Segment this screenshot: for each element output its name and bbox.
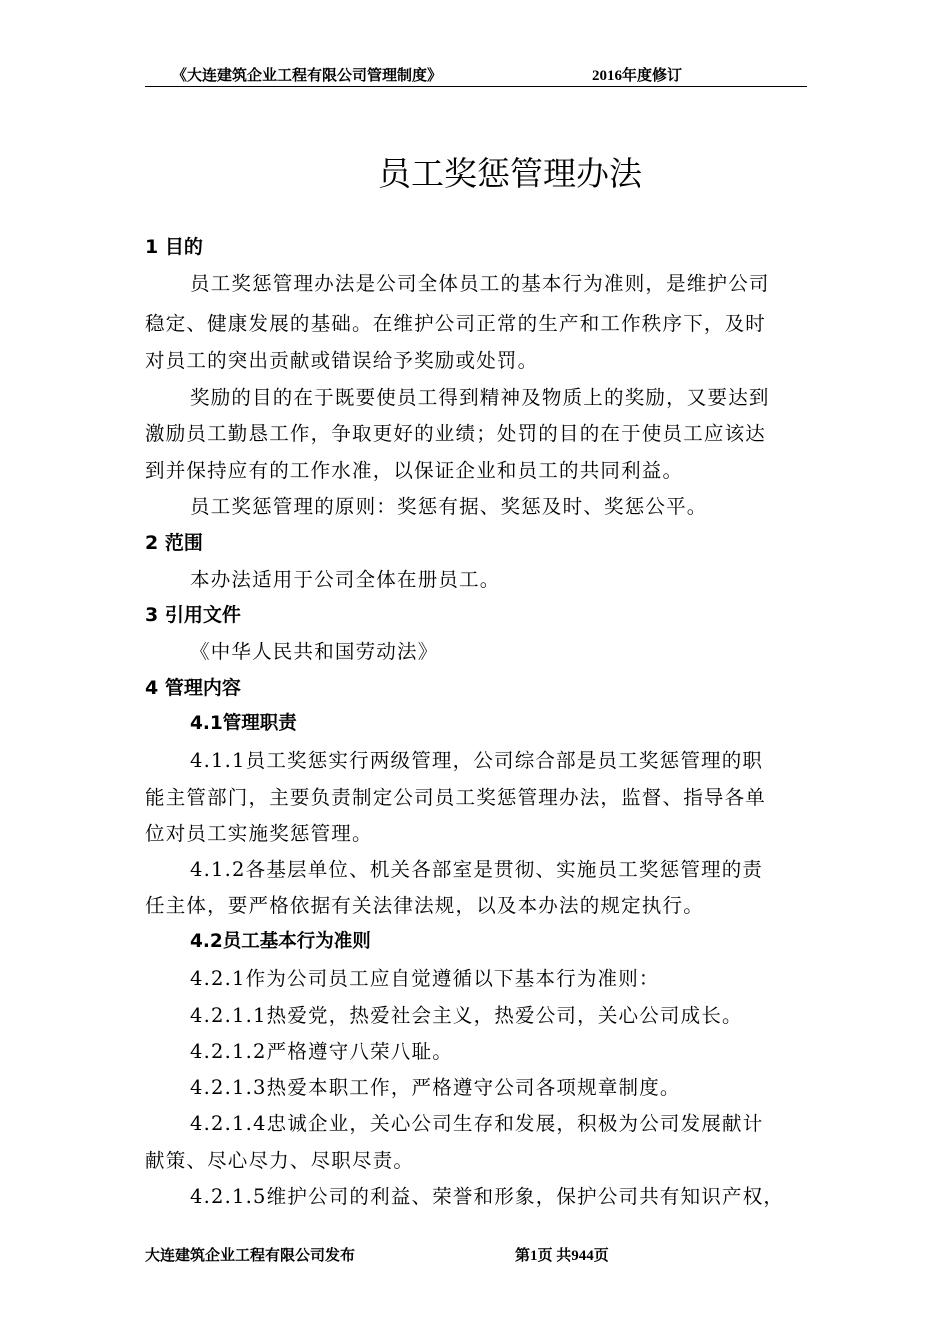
paragraph-line: 4.2.1作为公司员工应自觉遵循以下基本行为准则： [190, 967, 660, 990]
paragraph-line: 激励员工勤恳工作，争取更好的业绩；处罚的目的在于使员工应该达 [145, 422, 767, 445]
footer-publisher: 大连建筑企业工程有限公司发布 [145, 1248, 356, 1264]
header-revision: 2016年度修订 [592, 68, 683, 84]
paragraph-line: 4.2.1.4忠诚企业，关心公司生存和发展，积极为公司发展献计 [190, 1112, 764, 1135]
paragraph-line: 献策、尽心尽力、尽职尽责。 [145, 1149, 415, 1172]
paragraph-line: 4.2.1.1热爱党，热爱社会主义，热爱公司，关心公司成长。 [190, 1004, 743, 1027]
paragraph-line: 4.2.1.2严格遵守八荣八耻。 [190, 1040, 453, 1063]
paragraph-line: 4.2.1.5维护公司的利益、荣誉和形象，保护公司共有知识产权， [190, 1185, 785, 1208]
paragraph-line: 任主体，要严格依据有关法律法规，以及本办法的规定执行。 [145, 894, 704, 917]
footer-page-number: 第1页 共944页 [515, 1248, 609, 1264]
paragraph-line: 到并保持应有的工作水准，以保证企业和员工的共同利益。 [145, 459, 684, 482]
paragraph-line: 4.1.2各基层单位、机关各部室是贯彻、实施员工奖惩管理的责 [190, 858, 764, 881]
paragraph-line: 稳定、健康发展的基础。在维护公司正常的生产和工作秩序下，及时 [145, 312, 767, 335]
paragraph-line: 4.1.1员工奖惩实行两级管理，公司综合部是员工奖惩管理的职 [190, 749, 764, 772]
section-1-heading: 1 目的 [145, 236, 203, 258]
section-2-heading: 2 范围 [145, 532, 203, 554]
paragraph-line: 《中华人民共和国劳动法》 [190, 640, 439, 663]
section-4-heading: 4 管理内容 [145, 677, 241, 699]
header-doc-title: 《大连建筑企业工程有限公司管理制度》 [172, 68, 443, 84]
paragraph-line: 员工奖惩管理办法是公司全体员工的基本行为准则，是维护公司 [190, 272, 770, 295]
paragraph-line: 位对员工实施奖惩管理。 [145, 822, 373, 845]
paragraph-line: 4.2.1.3热爱本职工作，严格遵守公司各项规章制度。 [190, 1076, 681, 1099]
paragraph-line: 奖励的目的在于既要使员工得到精神及物质上的奖励，又要达到 [190, 386, 770, 409]
section-3-heading: 3 引用文件 [145, 604, 241, 626]
subsection-4-2-heading: 4.2员工基本行为准则 [190, 931, 371, 952]
document-title: 员工奖惩管理办法 [378, 154, 642, 193]
paragraph-line: 对员工的突出贡献或错误给予奖励或处罚。 [145, 349, 539, 372]
subsection-4-1-heading: 4.1管理职责 [190, 713, 297, 734]
page-header [145, 62, 807, 87]
paragraph-line: 员工奖惩管理的原则：奖惩有据、奖惩及时、奖惩公平。 [190, 495, 708, 518]
paragraph-line: 本办法适用于公司全体在册员工。 [190, 568, 501, 591]
paragraph-line: 能主管部门，主要负责制定公司员工奖惩管理办法，监督、指导各单 [145, 786, 767, 809]
